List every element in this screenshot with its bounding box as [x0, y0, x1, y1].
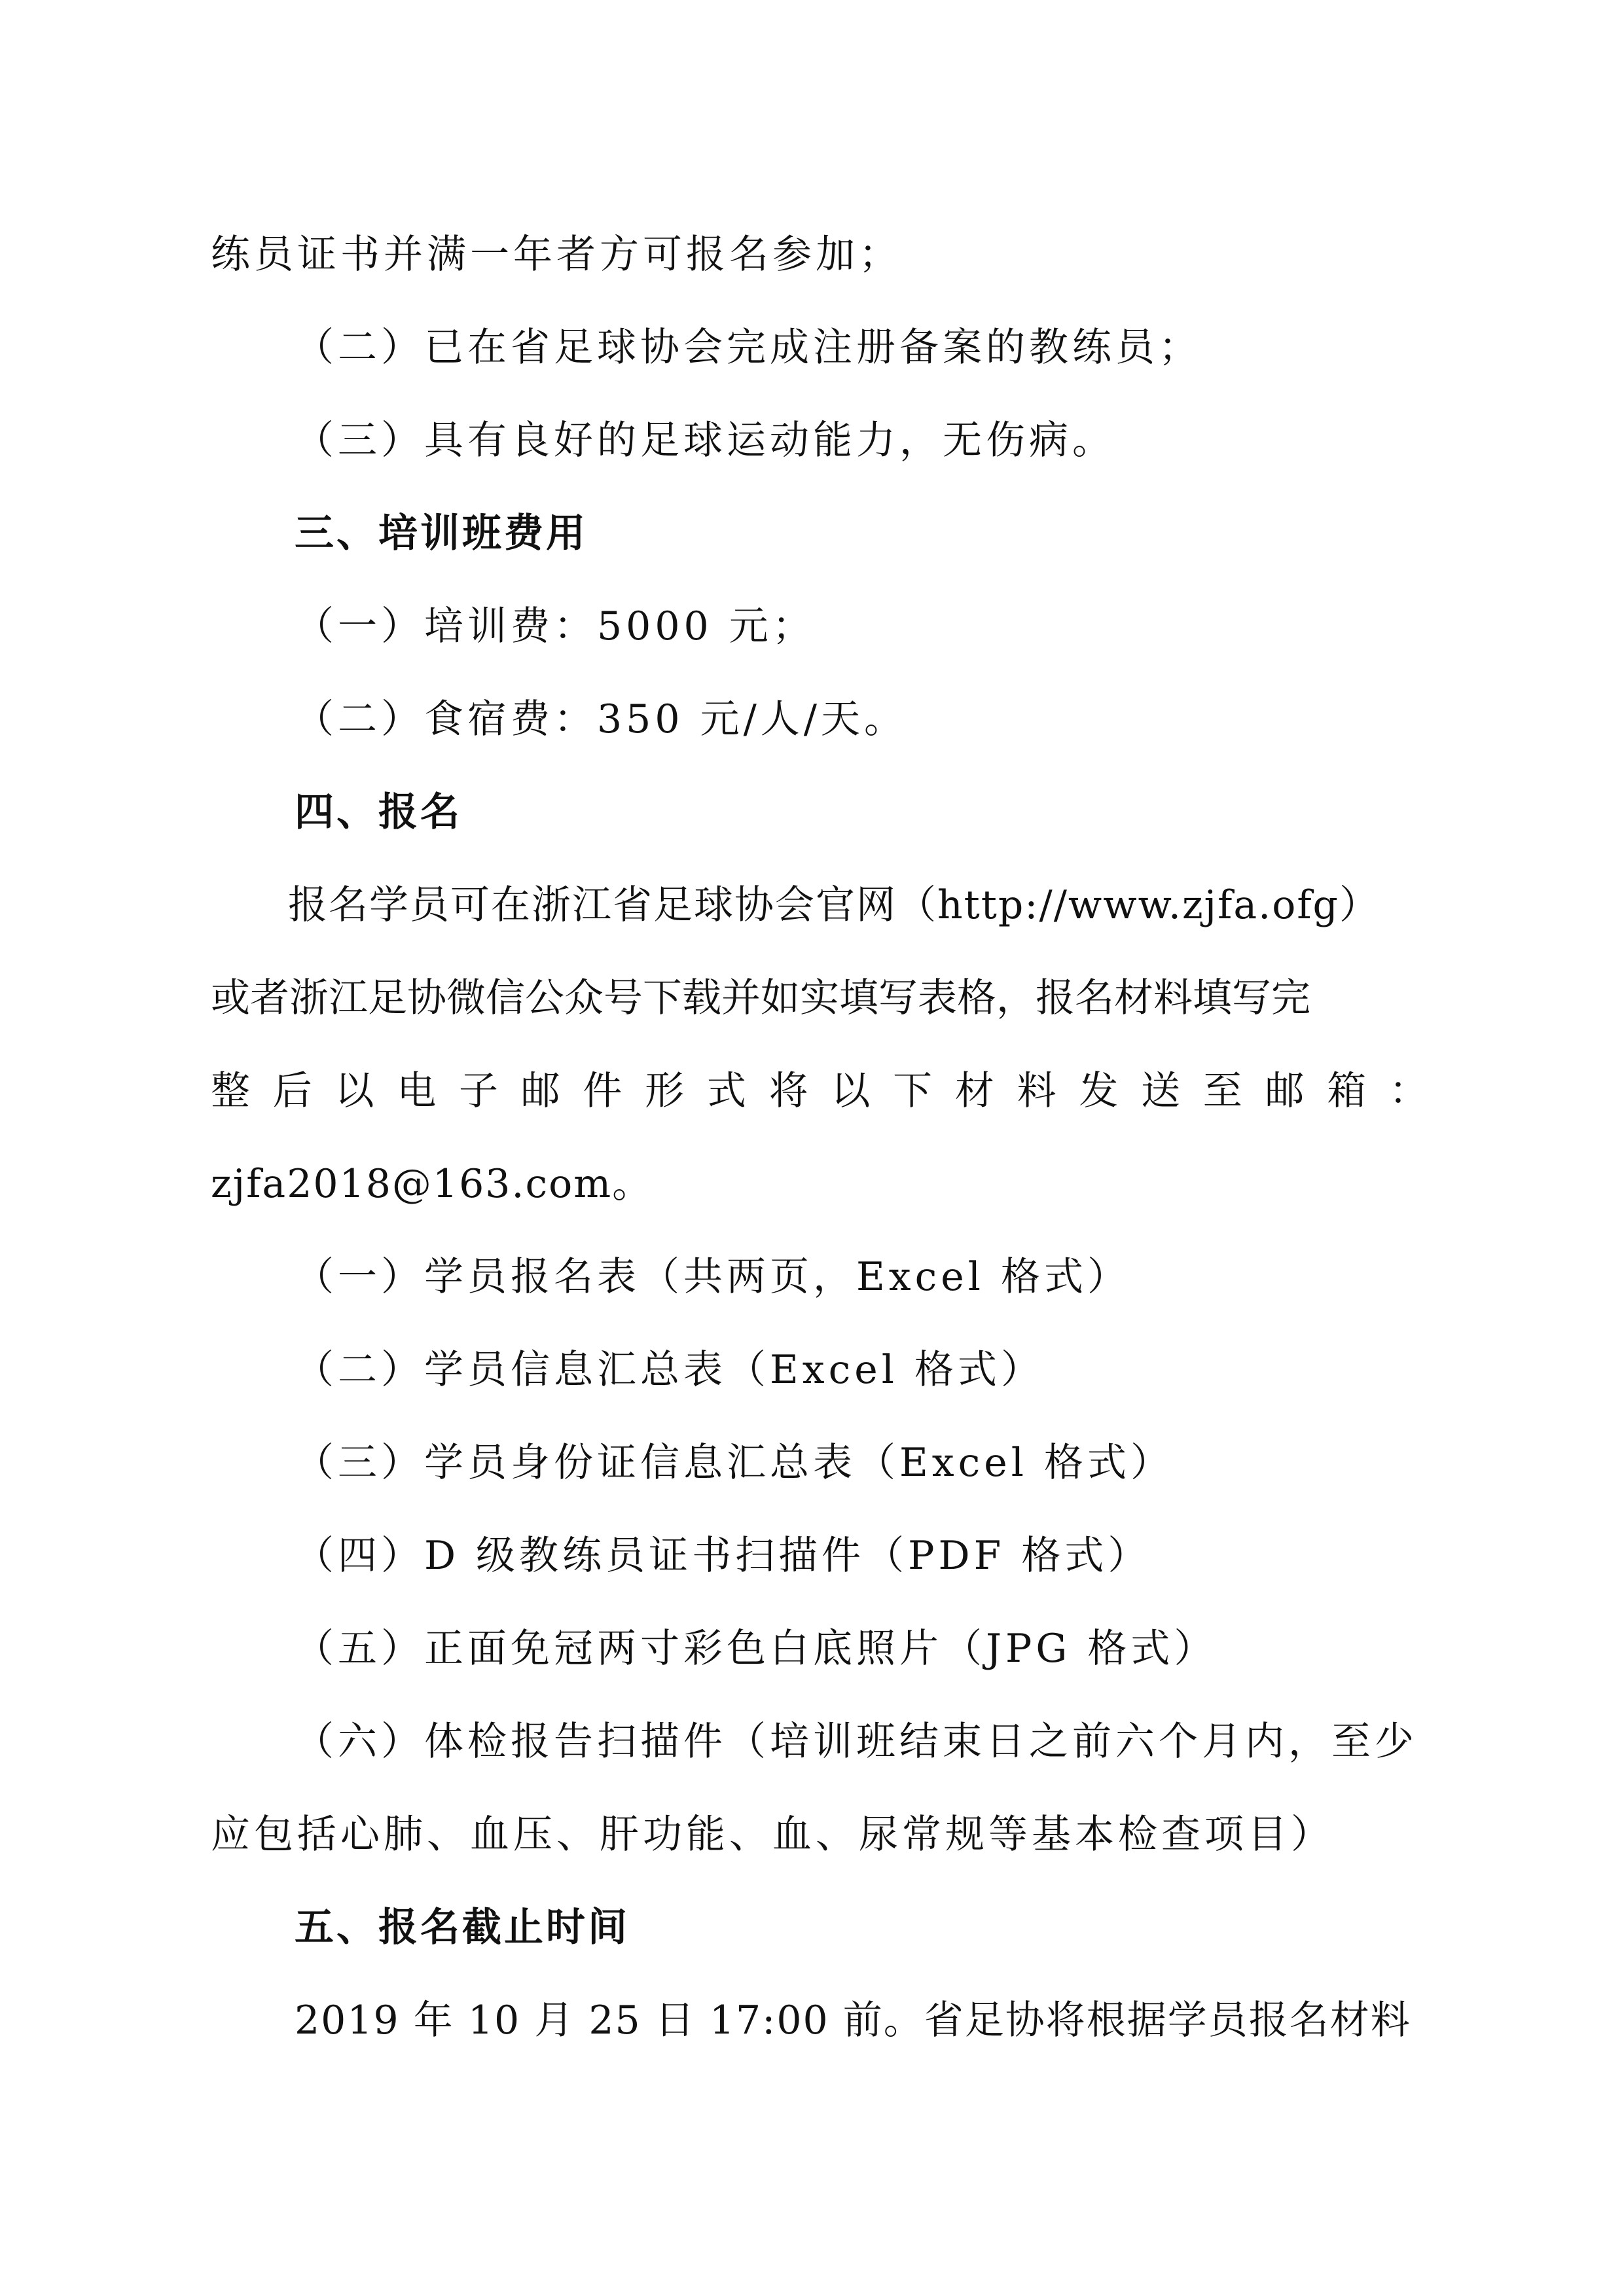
list-item: （一）学员报名表（共两页，Excel 格式） [295, 1254, 1131, 1300]
paragraph-line: 报名学员可在浙江省足球协会官网（http://www.zjfa.ofg） [288, 882, 1380, 928]
paragraph-line: 练员证书并满一年者方可报名参加； [211, 232, 902, 278]
list-item: （二）已在省足球协会完成注册备案的教练员； [295, 325, 1202, 370]
list-item: （六）体检报告扫描件（培训班结束日之前六个月内，至少 [295, 1719, 1418, 1765]
paragraph-line: 2019 年 10 月 25 日 17:00 前。省足协将根据学员报名材料 [295, 1998, 1411, 2043]
paragraph-line: 或者浙江足协微信公众号下载并如实填写表格，报名材料填写完 [211, 975, 1310, 1021]
list-item: （一）培训费：5000 元； [295, 603, 816, 649]
email-address: zjfa2018@163.com。 [211, 1161, 653, 1207]
paragraph-line: 应包括心肺、血压、肝功能、血、尿常规等基本检查项目） [211, 1812, 1334, 1857]
list-item: （四）D 级教练员证书扫描件（PDF 格式） [295, 1533, 1151, 1579]
paragraph-line: 整后以电子邮件形式将以下材料发送至邮箱： [211, 1068, 1428, 1114]
section-heading: 四、报名 [295, 789, 462, 835]
section-heading: 五、报名截止时间 [295, 1905, 630, 1950]
list-item: （三）具有良好的足球运动能力，无伤病。 [295, 418, 1115, 463]
list-item: （二）食宿费：350 元/人/天。 [295, 696, 908, 742]
list-item: （三）学员身份证信息汇总表（Excel 格式） [295, 1440, 1174, 1486]
list-item: （五）正面免冠两寸彩色白底照片（JPG 格式） [295, 1626, 1218, 1672]
list-item: （二）学员信息汇总表（Excel 格式） [295, 1347, 1045, 1393]
section-heading: 三、培训班费用 [295, 511, 588, 556]
